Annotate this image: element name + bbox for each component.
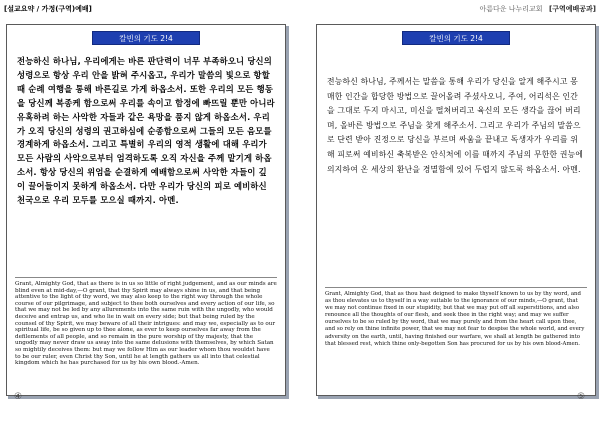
header-right xyxy=(479,4,596,14)
left-page-title: 칼빈의 기도 2!4 xyxy=(92,31,200,45)
right-english-prayer: Grant, Almighty God, that as thou hast deigned to make thyself known to us by thy word, and as thou elevates us to thyself in a way suitable to the ignorance of our minds,—O grant, that we may not continue fixed in our stupidity, but that we may put off all superstitions, and also renounce all the thoughts of our flesh, and seek thee in the right way; and may we suffer ourselves to be so ruled by thy word, that we may purely and from the heart call upon thee, and so rely on thine infinite power, that we may not fear to despise the whole world, and every adversity on the earth, until, having finished our warfare, we shall at length be gathered into that blessed rest, which thine only-begotten Son has procured for us by his own blood-Amen. xyxy=(325,291,585,347)
left-korean-prayer: 전능하신 하나님, 우리에게는 바른 판단력이 너무 부족하오니 당신의 성령으로 항상 우리 안을 밝혀 주시옵고, 우리가 말씀의 빛으로 항할 때 순례 여행을 통해 바른길로 가게 하옵소서. 또한 우리의 모든 행동을 당신께 복종케 함으로써 우리를 속이고 함정에 빠뜨릴 뿐만 아니라 유혹하려 하는 사악한 자들과 같은 욕망을 품지 않게 하옵소서. 우리가 오직 당신의 성령의 권고하심에 순종함으로써 그들의 모든 음모를 경계하게 하옵소서. 그리고 특별히 우리의 영적 생활에 대해 우리가 모든 사람의 사악으로부터 엄격하도록 오직 자신을 주께 맡기게 하옵소서. 항상 당신의 위엄을 순결하게 예배함으로써 사악한 자들이 깊이 끌어들이지 못하게 하옵소서. 다만 우리가 당신의 피로 예비하신 천국으로 우리 모두를 모으실 때까지. 아멘. xyxy=(17,56,275,206)
left-page-number: ④ xyxy=(14,392,23,402)
church-name: 아름다운 나누리교회 xyxy=(479,5,543,13)
left-english-prayer: Grant, Almighty God, that as there is in us so little of right judgement, and as our minds are blind even at mid-day,—O grant, that thy Spirit may always shine in us, and that being attentive to the light of thy word, we may also keep to the right way through the whole course of our pilgrimage, and subject to thee both ourselves and every action of our life, so that we may not be led by any allurements into the same ruin with the ungodly, who would deceive and entrap us, and who lie in wait on every side; but that being ruled by the counsel of thy Spirit, we may beware of all their intrigues: and may we, especially as to our spiritual life, be so given up to thee alone, as ever to keep ourselves far away from the defilements of all people, and so remain in the pure worship of thy majesty, that the ungodly may never draw us away into the same delusions with themselves, by which Satan so mightily deceives them: but may we follow Him as our leader whom thou wouldst have to be our ruler, even Christ thy Son, until he at length gathers us all into that celestial kingdom which he has purchased for us by his own blood.-Amen. xyxy=(15,281,277,367)
left-page xyxy=(6,24,286,396)
right-korean-prayer: 전능하신 하나님, 주께서는 말씀을 통해 우리가 당신을 알게 해주시고 몽매한 인간을 합당한 방법으로 끌어올려 주셨사오니, 주여, 어리석은 인간을 그대로 두지 마시고, 미신을 떨쳐버리고 육신의 모든 생각을 끊어 버리며, 올바른 방법으로 주님을 찾게 해주소서. 그리고 우리가 주님의 말씀으로 단련 받아 진정으로 당신을 부르며 싸움을 끝내고 독생자가 우리를 위해 피로써 예비하신 축복받은 안식처에 이를 때까지 주님의 무한한 권능에 의지하여 온 세상의 환난을 경멸함에 있어 두렵지 않도록 하옵소서. 아멘. xyxy=(327,77,584,174)
right-page-number: ⑤ xyxy=(577,392,586,402)
left-divider xyxy=(15,277,277,278)
section-label: [구역예배공과] xyxy=(549,5,596,13)
right-page xyxy=(316,24,596,396)
header-left: [설교요약 / 가정(구역)예배] xyxy=(4,5,92,13)
right-page-title: 칼빈의 기도 2!4 xyxy=(402,31,510,45)
right-divider xyxy=(325,287,587,288)
